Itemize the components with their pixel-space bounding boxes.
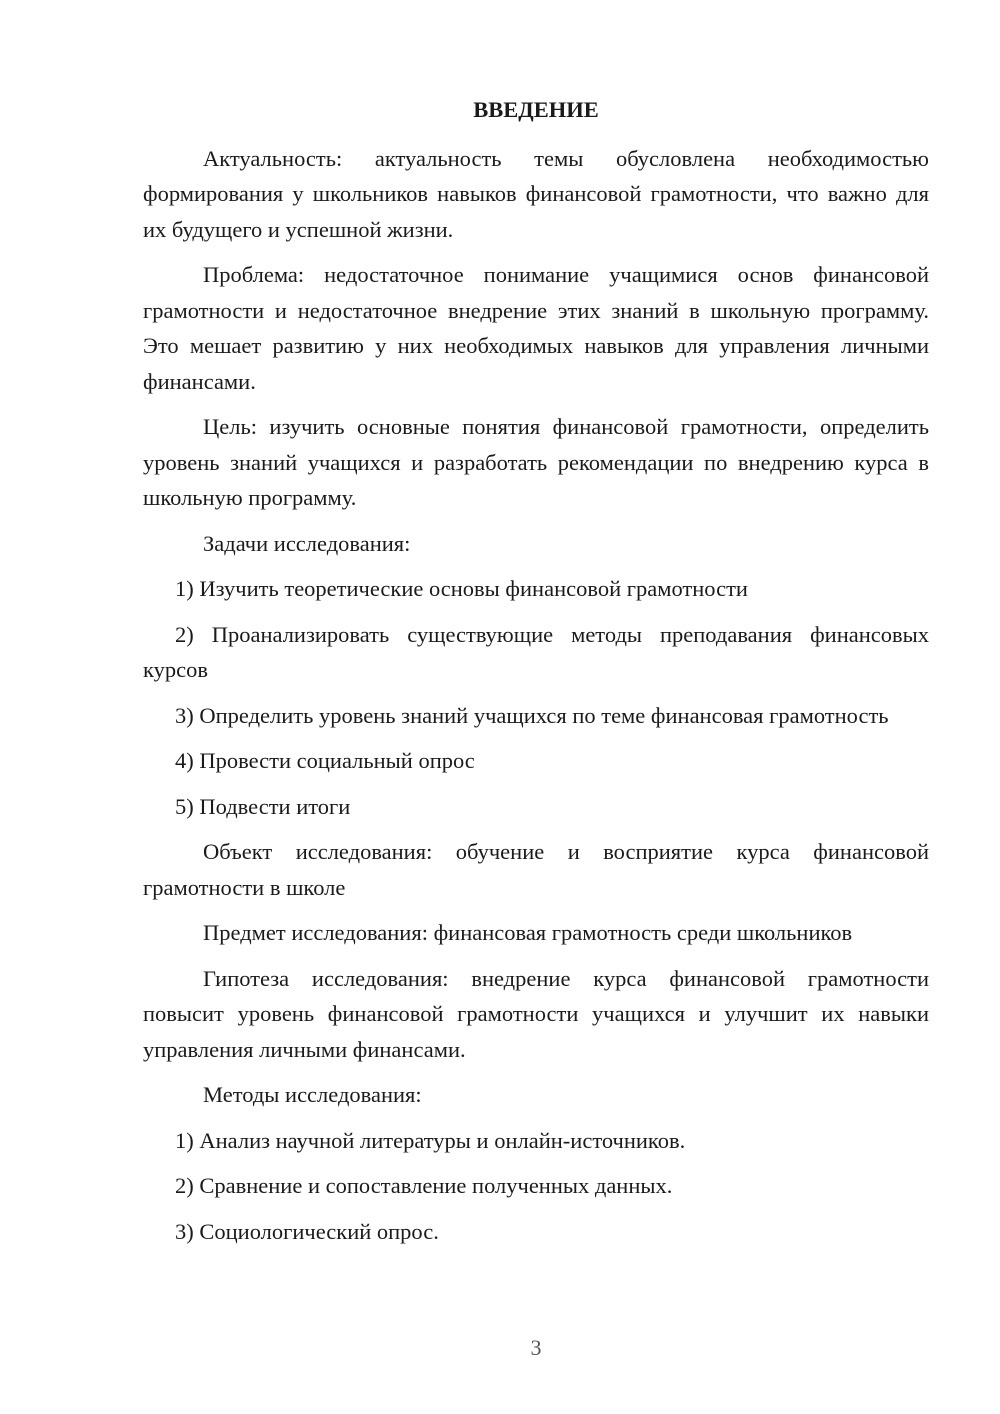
page-number: 3 <box>530 1335 542 1360</box>
relevance-paragraph: Актуальность: актуальность темы обусловлена необходимостью формирования у школьников навыков финансовой грамотности, что важно для их будущего и успешной жизни. <box>143 145 929 242</box>
method-item-3: 3) Социологический опрос. <box>175 1218 439 1244</box>
task-item-4: 4) Провести социальный опрос <box>175 748 475 773</box>
methods-list <box>143 1123 929 1250</box>
task-item-5: 5) Подвести итоги <box>175 793 351 819</box>
tasks-list <box>143 571 929 824</box>
hypothesis-paragraph: Гипотеза исследования: внедрение курса финансовой грамотности повысит уровень финансовой грамотности учащихся и улучшит их навыки управления личными финансами. <box>143 965 929 1062</box>
object-paragraph: Объект исследования: обучение и восприятие курса финансовой грамотности в школе <box>143 839 929 900</box>
problem-paragraph: Проблема: недостаточное понимание учащимися основ финансовой грамотности и недостаточное внедрение этих знаний в школьную программу. Это мешает развитию у них необходимых навыков для управления личными финансами. <box>143 262 929 394</box>
task-item-3: 3) Определить уровень знаний учащихся по теме финансовая грамотность <box>175 702 889 728</box>
page-body <box>143 92 929 1259</box>
task-item-1: 1) Изучить теоретические основы финансовой грамотности <box>175 576 748 601</box>
subject-paragraph: Предмет исследования: финансовая грамотность среди школьников <box>203 920 853 945</box>
method-item-1: 1) Анализ научной литературы и онлайн-источников. <box>175 1127 686 1153</box>
section-title: ВВЕДЕНИЕ <box>473 97 599 122</box>
tasks-heading: Задачи исследования: <box>203 530 411 556</box>
methods-heading: Методы исследования: <box>203 1082 422 1107</box>
method-item-2: 2) Сравнение и сопоставление полученных данных. <box>175 1173 673 1198</box>
goal-paragraph: Цель: изучить основные понятия финансовой грамотности, определить уровень знаний учащихся и разработать рекомендации по внедрению курса в школьную программу. <box>143 414 929 510</box>
task-item-2: 2) Проанализировать существующие методы преподавания финансовых курсов <box>143 621 929 682</box>
